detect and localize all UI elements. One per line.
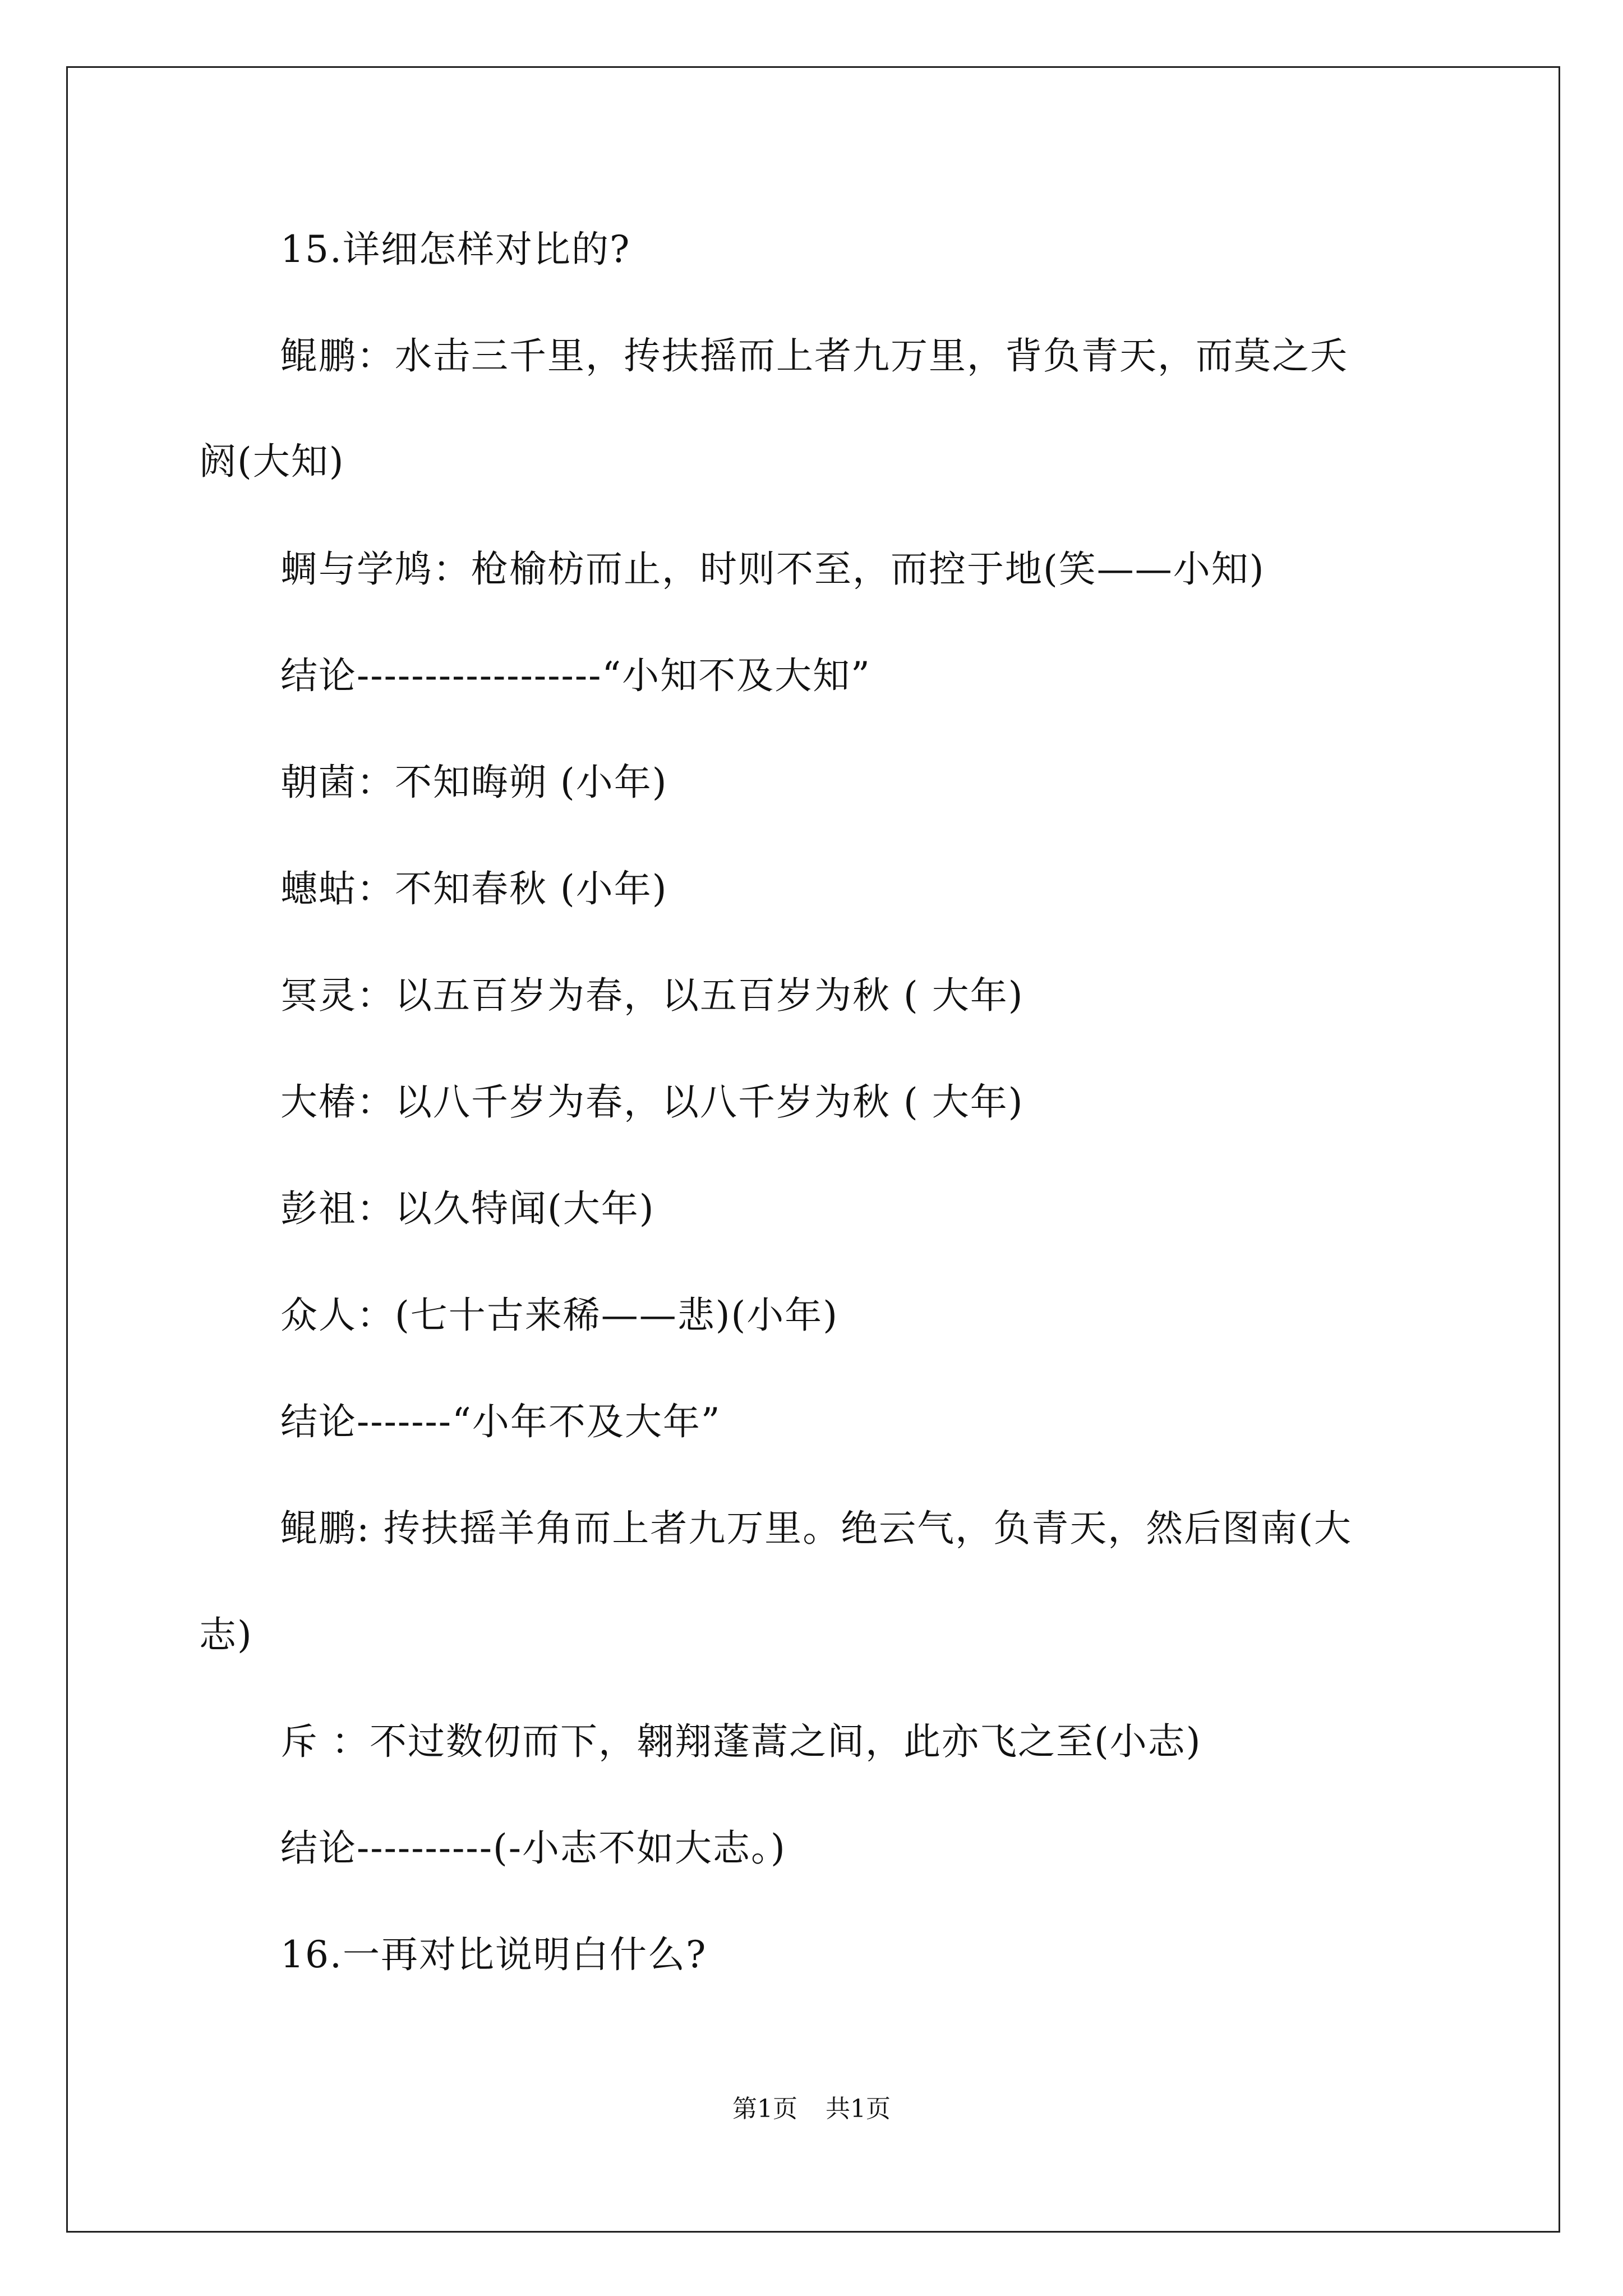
- conclusion-line: 结论----------(-小志不如大志。): [280, 1826, 786, 1870]
- text-line: 斥 ：不过数仞而下，翱翔蓬蒿之间，此亦飞之至(小志): [280, 1720, 1202, 1763]
- text-line: 蟪蛄：不知春秋 (小年): [280, 867, 668, 910]
- text-line: 大椿：以八千岁为春，以八千岁为秋 ( 大年): [280, 1080, 1024, 1124]
- text-line: 彭祖：以久特闻(大年): [280, 1187, 655, 1230]
- text-line: 冥灵：以五百岁为春，以五百岁为秋 ( 大年): [280, 974, 1024, 1017]
- page-number: 第1页: [732, 2095, 797, 2123]
- page-border: [66, 66, 1560, 2233]
- text-line: 众人：(七十古来稀——悲)(小年): [280, 1294, 838, 1337]
- text-line: 志): [199, 1613, 253, 1657]
- page-total: 共1页: [826, 2095, 891, 2123]
- text-line: 蜩与学鸠：枪榆枋而止，时则不至，而控于地(笑——小知): [280, 547, 1265, 591]
- question-15: 15.详细怎样对比的?: [280, 228, 631, 271]
- conclusion-line: 结论------------------“小知不及大知”: [280, 654, 871, 697]
- text-line: 鲲鹏: 抟扶摇羊角而上者九万里。绝云气，负青天，然后图南(大: [280, 1507, 1352, 1550]
- conclusion-line: 结论-------“小年不及大年”: [280, 1400, 721, 1443]
- text-line: 鲲鹏：水击三千里，抟扶摇而上者九万里，背负青天，而莫之夭: [280, 334, 1348, 378]
- question-16: 16.一再对比说明白什么?: [280, 1933, 707, 1976]
- page-footer: [0, 2092, 1623, 2126]
- text-line: 阏(大知): [199, 440, 345, 483]
- text-line: 朝菌：不知晦朔 (小年): [280, 761, 668, 804]
